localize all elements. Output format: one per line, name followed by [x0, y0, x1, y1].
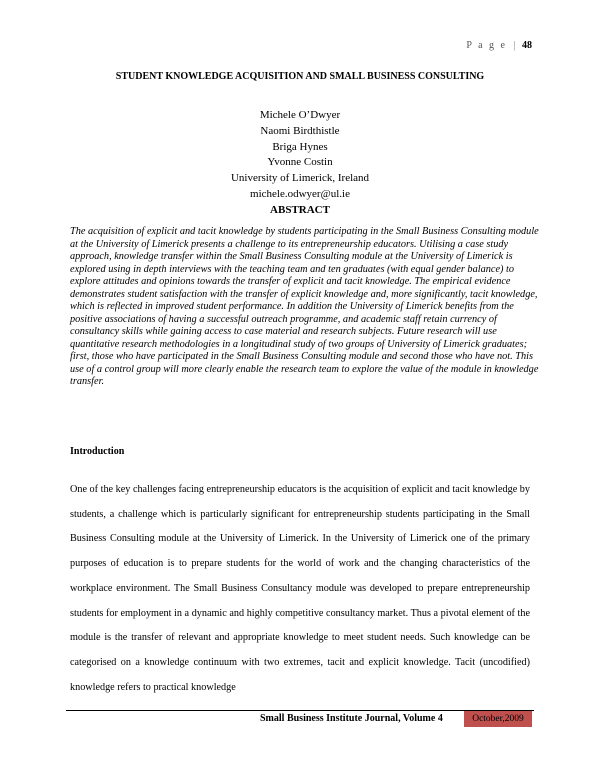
page-number: 48 — [522, 40, 532, 51]
introduction-text: One of the key challenges facing entrepreneurship educators is the acquisition of explicit and tacit knowledge by students, a challenge which is particularly significant for entrepreneurship students participating in the Small Business Consulting module at the University of Limerick. In the University of Limerick one of the primary purposes of education is to prepare students for the world of work and the changing characteristics of the workplace environment. The Small Business Consultancy module was developed to prepare entrepreneurship students for employment in a dynamic and highly competitive consultancy market. Thus a pivotal element of the module is the transfer of relevant and appropriate knowledge to meet student needs. Such knowledge can be categorised on a knowledge continuum with two extremes, tacit and explicit knowledge. Tacit (uncodified) knowledge refers to practical knowledge — [70, 484, 530, 693]
author-name: Briga Hynes — [272, 140, 328, 153]
introduction-heading: Introduction — [70, 446, 125, 457]
author-name: Michele O’Dwyer — [259, 109, 341, 121]
footer-date-badge: October,2009 — [464, 711, 532, 727]
page-separator: | — [513, 40, 516, 51]
author-affiliation: University of Limerick, Ireland — [230, 172, 370, 185]
abstract-heading: ABSTRACT — [270, 204, 330, 216]
author-email[interactable]: michele.odwyer@ul.ie — [250, 187, 350, 200]
footer-journal-name: Small Business Institute Journal, Volume 4 — [260, 713, 443, 724]
author-block — [0, 108, 600, 203]
paper-title: STUDENT KNOWLEDGE ACQUISITION AND SMALL BUSINESS CONSULTING — [115, 71, 485, 82]
page-header — [466, 40, 532, 51]
author-name: Naomi Birdthistle — [260, 124, 340, 137]
page-label: P a g e — [466, 40, 507, 51]
abstract-text: The acquisition of explicit and tacit knowledge by students participating in the Small Business Consulting module at the University of Limerick presents a challenge to its entrepreneurship educators. Utilising a case study approach, knowledge transfer within the Small Business Consulting module at the University of Limerick is explored using in depth interviews with the teaching team and ten graduates (with equal gender balance) to explore attitudes and opinions towards the transfer of explicit and tacit knowledge. The empirical evidence demonstrates student satisfaction with the transfer of explicit knowledge and, more significantly, tacit knowledge, which is reflected in improved student performance. In addition the University of Limerick benefits from the positive associations of having a successful outreach programme, and academic staff retain currency of consultancy skills while gaining access to case material and research subjects. Future research will use quantitative research methodologies in a longitudinal study of two groups of University of Limerick graduates; first, those who have participated in the Small Business Consulting module and second those who have not. This use of a control group will more clearly enable the research team to explore the value of the module in knowledge transfer. — [70, 226, 539, 387]
author-name: Yvonne Costin — [267, 156, 333, 169]
